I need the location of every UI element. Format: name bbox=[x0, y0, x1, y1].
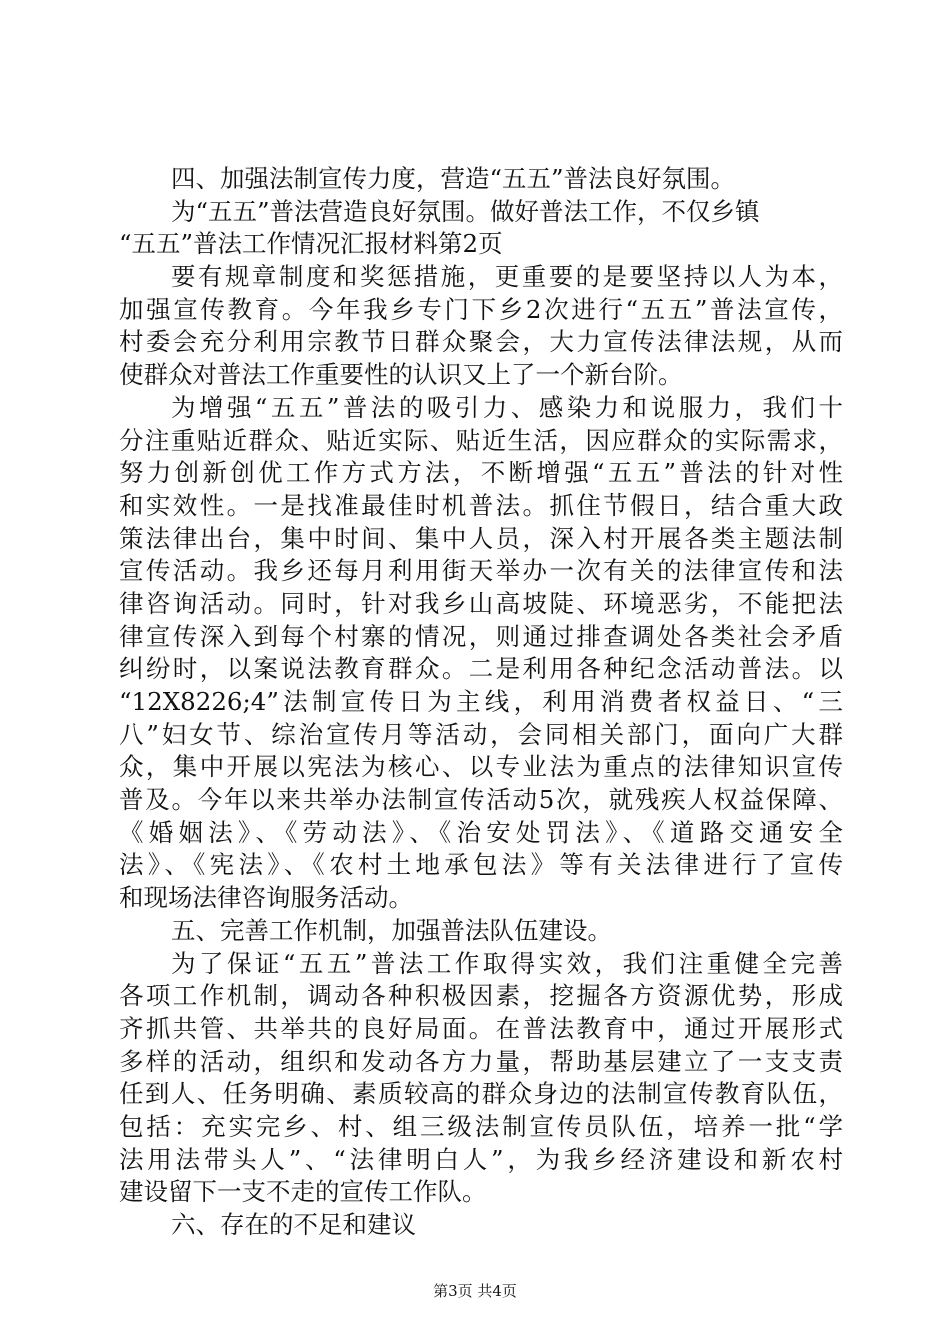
page-footer: 第3页 共4页 bbox=[433, 1282, 517, 1300]
text-line: 法用法带头人”、“法律明白人”，为我乡经济建设和新农村 bbox=[119, 1144, 843, 1174]
text-line: 和实效性。一是找准最佳时机普法。抓住节假日，结合重大政 bbox=[119, 490, 843, 520]
text-line: 八”妇女节、综治宣传月等活动，会同相关部门，面向广大群 bbox=[119, 719, 843, 749]
text-line: 宣传活动。我乡还每月利用街天举办一次有关的法律宣传和法 bbox=[119, 556, 843, 586]
text-line: 分注重贴近群众、贴近实际、贴近生活，因应群众的实际需求， bbox=[119, 425, 843, 455]
document-body bbox=[119, 163, 843, 1242]
text-line: 努力创新创优工作方式方法，不断增强“五五”普法的针对性 bbox=[119, 458, 843, 488]
text-line: 使群众对普法工作重要性的认识又上了一个新台阶。 bbox=[119, 360, 683, 390]
text-line: “五五”普法工作情况汇报材料第2页 bbox=[119, 229, 503, 259]
text-line: 法》、《宪法》、《农村土地承包法》等有关法律进行了宣传 bbox=[119, 850, 843, 880]
text-line: 齐抓共管、共举共的良好局面。在普法教育中，通过开展形式 bbox=[119, 1013, 843, 1043]
text-line: 律咨询活动。同时，针对我乡山高坡陡、环境恶劣，不能把法 bbox=[119, 588, 843, 618]
text-line: 建设留下一支不走的宣传工作队。 bbox=[119, 1177, 487, 1207]
text-line: 纠纷时，以案说法教育群众。二是利用各种纪念活动普法。以 bbox=[119, 654, 843, 684]
text-line: 和现场法律咨询服务活动。 bbox=[119, 883, 413, 913]
text-line: 为了保证“五五”普法工作取得实效，我们注重健全完善 bbox=[171, 948, 843, 978]
text-line: 多样的活动，组织和发动各方力量，帮助基层建立了一支支责 bbox=[119, 1046, 843, 1076]
text-line: 为增强“五五”普法的吸引力、感染力和说服力，我们十 bbox=[171, 392, 843, 422]
text-line: 六、存在的不足和建议 bbox=[171, 1210, 416, 1239]
text-line: 策法律出台，集中时间、集中人员，深入村开展各类主题法制 bbox=[119, 523, 843, 553]
text-line: 《婚姻法》、《劳动法》、《治安处罚法》、《道路交通安全 bbox=[119, 817, 843, 847]
text-line: 要有规章制度和奖惩措施，更重要的是要坚持以人为本， bbox=[171, 262, 843, 292]
text-line: 普及。今年以来共举办法制宣传活动5次，就残疾人权益保障、 bbox=[119, 785, 843, 815]
text-line: 任到人、任务明确、素质较高的群众身边的法制宣传教育队伍， bbox=[119, 1079, 843, 1109]
text-line: 各项工作机制，调动各种积极因素，挖掘各方资源优势，形成 bbox=[119, 981, 843, 1011]
text-line: 四、加强法制宣传力度，营造“五五”普法良好氛围。 bbox=[171, 164, 736, 193]
text-line: 包括：充实完乡、村、组三级法制宣传员队伍，培养一批“学 bbox=[119, 1111, 843, 1141]
text-line: 众，集中开展以宪法为核心、以专业法为重点的法律知识宣传 bbox=[119, 752, 843, 782]
text-line: 村委会充分利用宗教节日群众聚会，大力宣传法律法规，从而 bbox=[119, 327, 843, 357]
text-line: 加强宣传教育。今年我乡专门下乡2次进行“五五”普法宣传， bbox=[119, 294, 843, 324]
text-line: 为“五五”普法营造良好氛围。做好普法工作，不仅乡镇 bbox=[171, 196, 760, 226]
text-line: 五、完善工作机制，加强普法队伍建设。 bbox=[171, 915, 612, 945]
text-line: “12X8226;4”法制宣传日为主线，利用消费者权益日、“三 bbox=[119, 687, 843, 716]
text-line: 律宣传深入到每个村寨的情况，则通过排查调处各类社会矛盾 bbox=[119, 621, 843, 651]
